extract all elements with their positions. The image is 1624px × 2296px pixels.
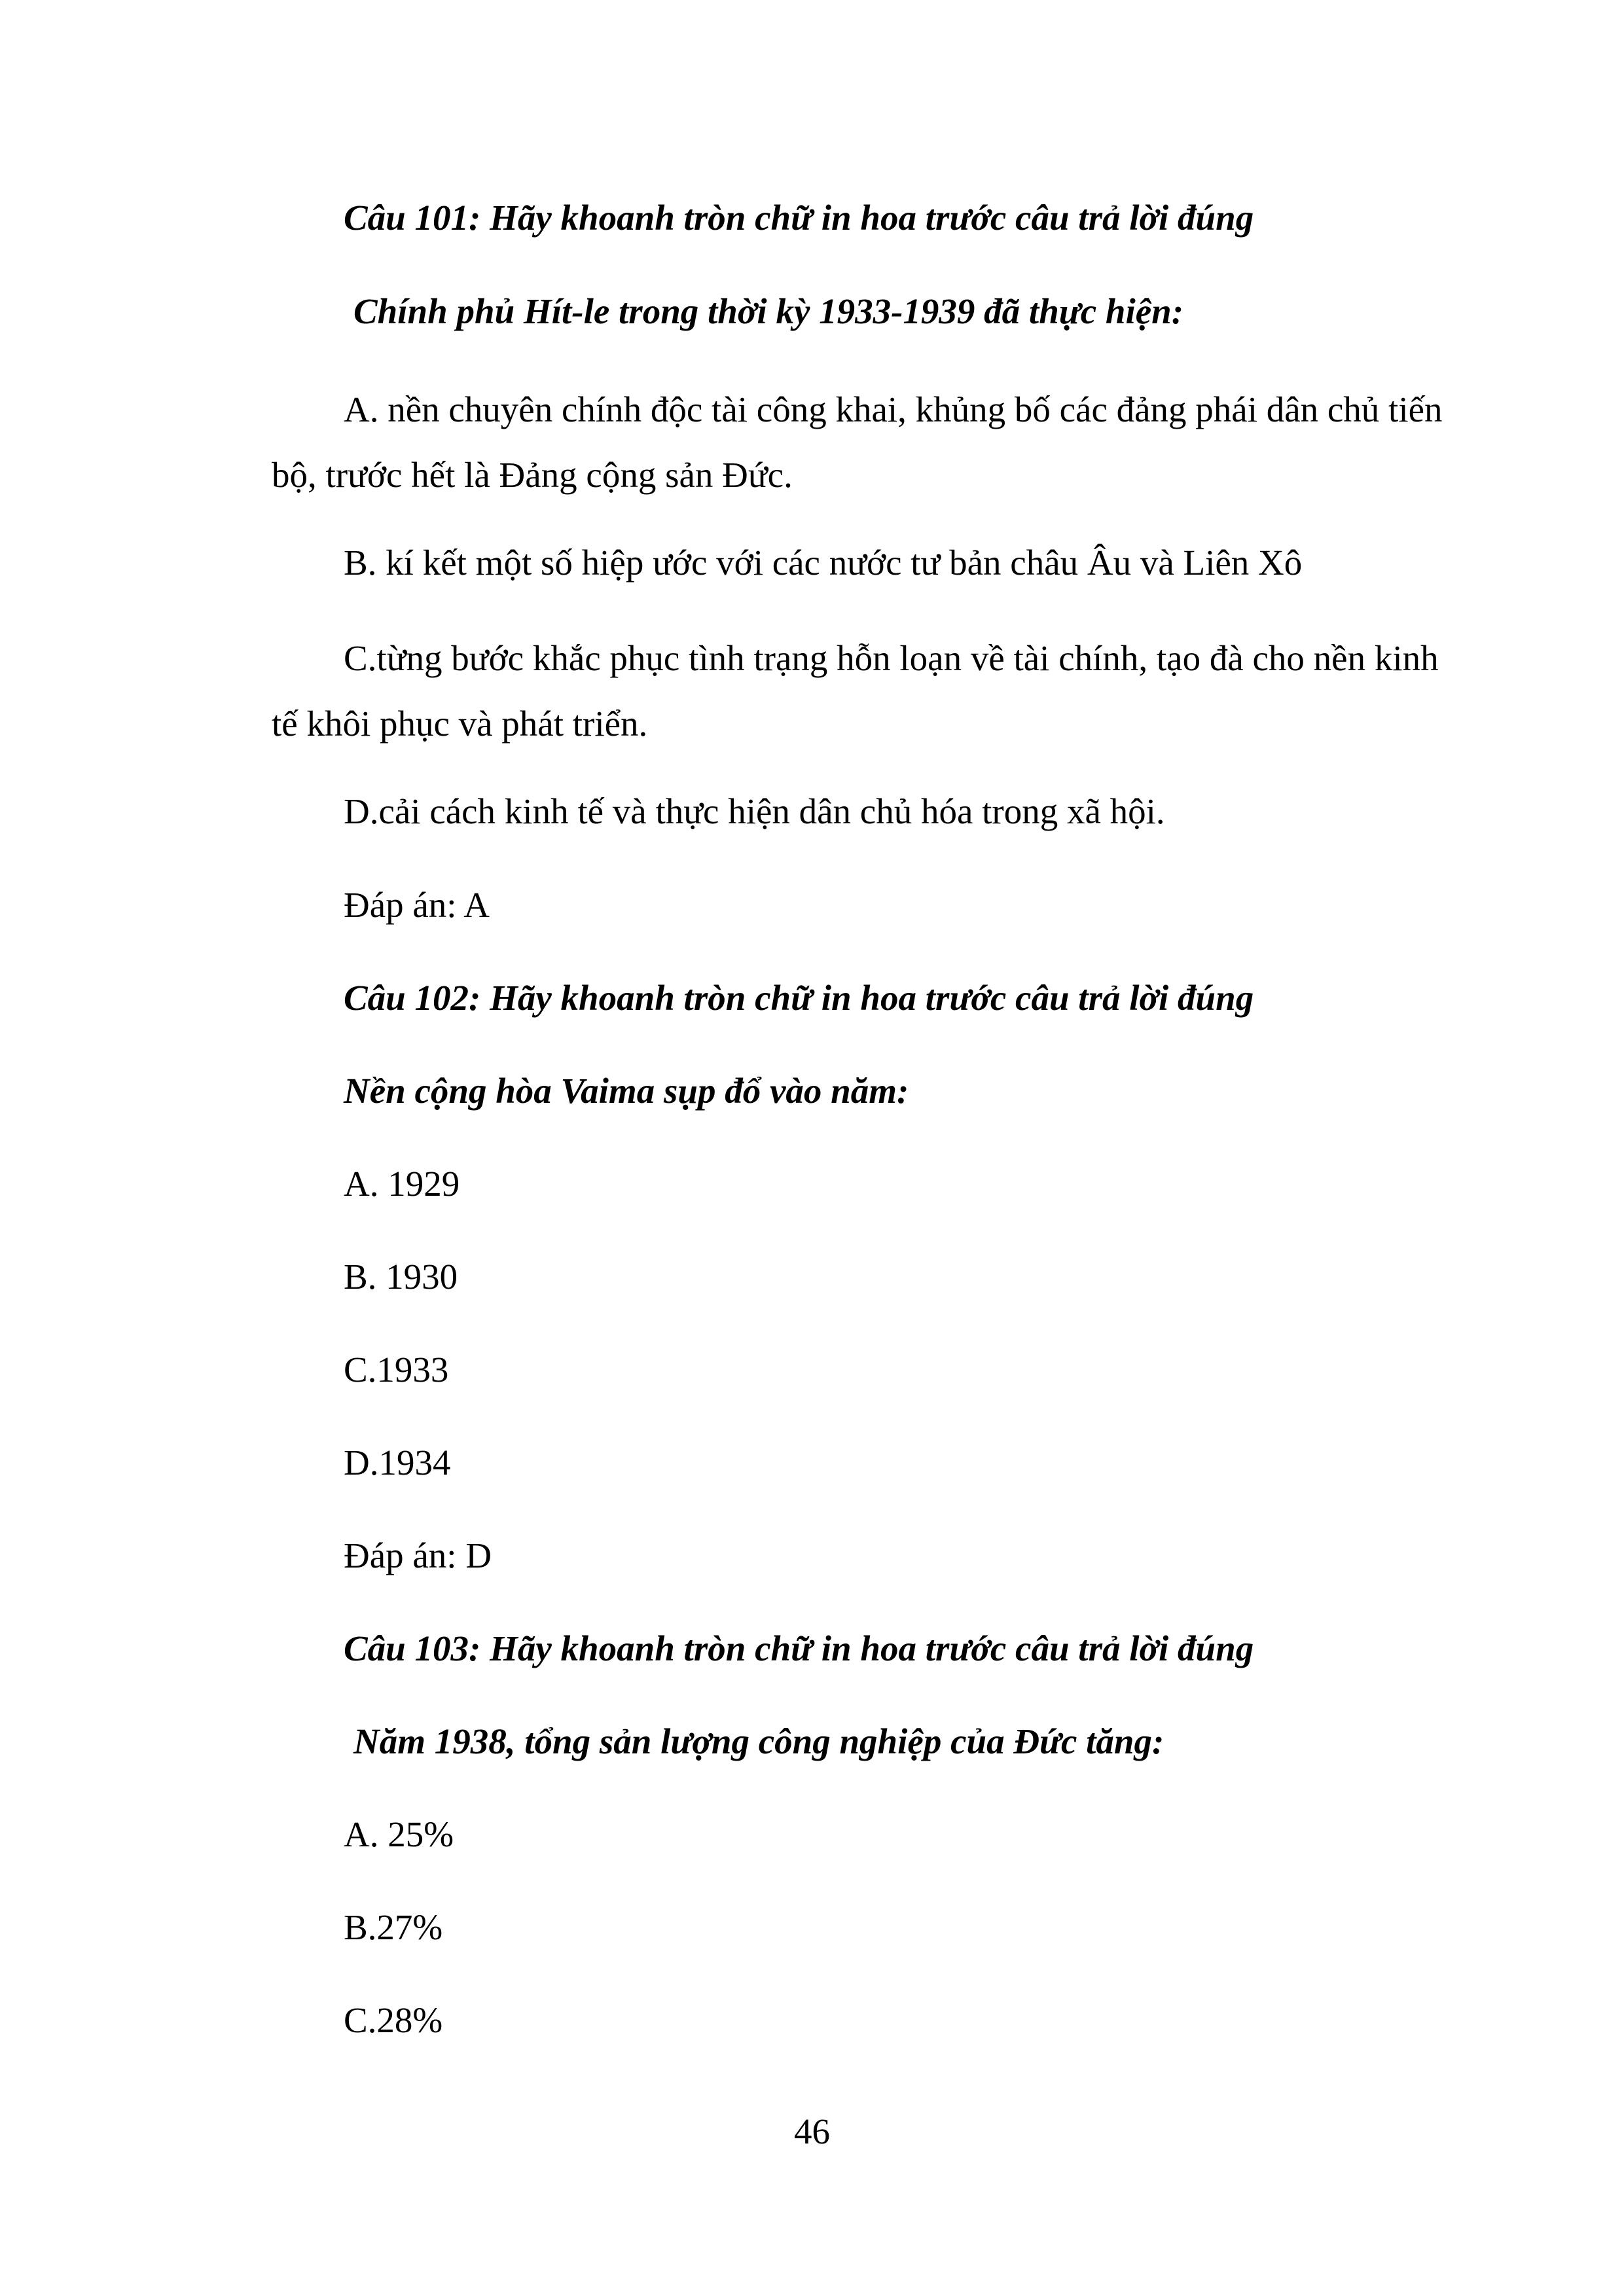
question-101-option-d: D.cải cách kinh tế và thực hiện dân chủ hóa trong xã hội. bbox=[344, 791, 1165, 831]
question-101-option-b: B. kí kết một số hiệp ước với các nước tư bản châu Âu và Liên Xô bbox=[344, 543, 1303, 583]
question-101-option-c: C.từng bước khắc phục tình trạng hỗn loạn về tài chính, tạo đà cho nền kinh tế khôi phục và phát triển. bbox=[272, 638, 1439, 744]
question-101-heading: Câu 101: Hãy khoanh tròn chữ in hoa trước câu trả lời đúng bbox=[344, 198, 1254, 238]
question-101-option-a: A. nền chuyên chính độc tài công khai, khủng bố các đảng phái dân chủ tiến bộ, trước hết là Đảng cộng sản Đức. bbox=[272, 389, 1443, 495]
question-102-heading: Câu 102: Hãy khoanh tròn chữ in hoa trước câu trả lời đúng bbox=[344, 978, 1254, 1018]
question-102-answer: Đáp án: D bbox=[344, 1535, 492, 1575]
page-number: 46 bbox=[794, 2111, 830, 2151]
question-103-option-a: A. 25% bbox=[344, 1814, 454, 1854]
question-102-prompt: Nền cộng hòa Vaima sụp đổ vào năm: bbox=[344, 1071, 909, 1111]
question-101-prompt: Chính phủ Hít-le trong thời kỳ 1933-1939 đã thực hiện: bbox=[353, 291, 1184, 331]
question-102-option-c: C.1933 bbox=[344, 1350, 449, 1390]
question-102-option-d: D.1934 bbox=[344, 1443, 451, 1482]
question-103-prompt: Năm 1938, tổng sản lượng công nghiệp của Đức tăng: bbox=[353, 1721, 1164, 1761]
question-103-option-c: C.28% bbox=[344, 2000, 443, 2040]
question-102-option-a: A. 1929 bbox=[344, 1164, 460, 1204]
question-101-answer: Đáp án: A bbox=[344, 885, 490, 925]
question-102-option-b: B. 1930 bbox=[344, 1257, 458, 1297]
question-103-heading: Câu 103: Hãy khoanh tròn chữ in hoa trước câu trả lời đúng bbox=[344, 1628, 1254, 1668]
question-103-option-b: B.27% bbox=[344, 1907, 443, 1947]
